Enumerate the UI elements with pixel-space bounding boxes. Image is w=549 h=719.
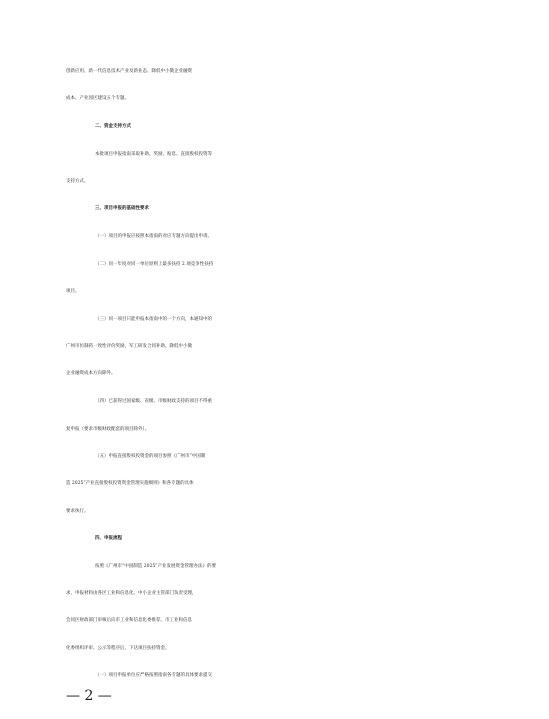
text-line: 要求执行。 xyxy=(66,509,89,514)
text-line: （一）项目的申报应按照本指南的对应专题方向提出申请。 xyxy=(95,234,212,239)
text-line: 创新应用、新一代信息技术产业及新业态、降低中小微企业融资 xyxy=(66,69,192,74)
section-heading: 二、资金支持方式 xyxy=(95,124,131,129)
text-line: 项目。 xyxy=(66,289,80,294)
page-number: — 2 — xyxy=(66,688,112,704)
text-line: （一）项目申报单位应严格按照指南各专题的具体要求提交 xyxy=(95,673,212,678)
text-line: 会同区财政部门审核后向市工业和信息化委推荐。市工业和信息 xyxy=(66,618,192,623)
text-line: 求，申报材料由各区工业和信息化、中小企业主管部门负责受理， xyxy=(66,591,197,596)
text-line: 造 2025”产业直接股权投资资金管理实施细则》和各专题的具体 xyxy=(66,481,194,486)
text-line: 广州市仿制药一致性评价奖励、军工研发合同补助、降低中小微 xyxy=(66,344,192,349)
text-line: （三）同一项目只能申报本指南中的一个方向，本通知中的 xyxy=(95,317,212,322)
text-line: 成本、产业园区建设五个专题。 xyxy=(66,96,129,101)
section-heading: 三、项目申报的基础性要求 xyxy=(95,206,149,211)
text-line: 复申报（要求市级财政配套的项目除外）。 xyxy=(66,427,150,432)
text-line: 按照《广州市“中国制造 2025”产业发展资金管理办法》的要 xyxy=(95,564,216,569)
text-line: 支持方式。 xyxy=(66,179,89,184)
text-line: 化委组织评审、公示等程序后，下达项目扶持资金。 xyxy=(66,646,170,651)
text-line: （二）同一年度对同一单位原则上最多扶持 2 项竞争性扶持 xyxy=(95,262,214,267)
section-heading: 四、申报流程 xyxy=(95,536,122,541)
text-line: 企业融资成本方向除外。 xyxy=(66,371,116,376)
text-line: （五）申报直接股权投资金的项目参照《广州市“中国制 xyxy=(95,454,206,459)
text-line: 本批项目申报指南采取补助、奖励、贴息、直接股权投资等 xyxy=(95,152,212,157)
text-line: （四）已获得过国家级、省级、市级财政支持的项目不得重 xyxy=(95,399,212,404)
